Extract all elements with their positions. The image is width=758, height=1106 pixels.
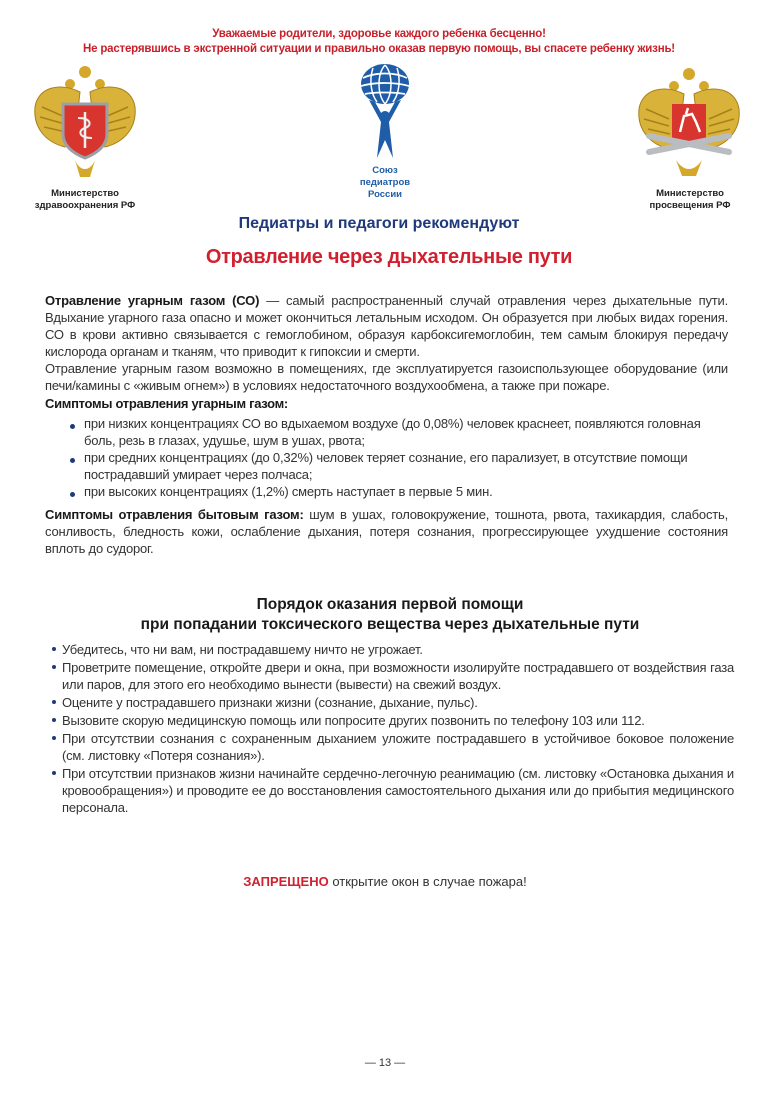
pediatricians-union-logo: [355, 62, 415, 166]
gas-symptoms-paragraph: [45, 506, 728, 557]
bullet-icon: [52, 718, 56, 722]
bullet-icon: [52, 700, 56, 704]
caption-line: России: [367, 189, 403, 200]
caption-line: педиатров: [359, 177, 411, 188]
intro-text: — самый распространенный случай отравления через дыхательные пути. Вдыхание угарного газа опасно и может окончиться летальным исходом. Он образуется при любых видах горения. СО в крови активно связывается с гемоглобином, образуя карбоксигемоглобин, тем самым блокируя передачу кислорода органам и тканям, что приводит к гипоксии и смерти.: [45, 293, 729, 359]
bullet-icon: [52, 647, 56, 651]
bullet-icon: [52, 665, 56, 669]
caption-line: Министерство: [656, 188, 724, 199]
page-title: Отравление через дыхательные пути: [205, 246, 573, 268]
ministry-education-caption: [628, 188, 752, 212]
subtitle: Педиатры и педагоги рекомендуют: [238, 215, 520, 232]
list-item: при высоких концентрациях (1,2%) смерть наступает в первые 5 мин.: [70, 483, 710, 500]
ministry-health-caption: [25, 188, 145, 212]
fire-warning: [0, 874, 758, 889]
bullet-icon: [70, 458, 75, 463]
first-aid-steps: [50, 641, 734, 817]
caption-line: просвещения РФ: [649, 200, 731, 211]
globe-person-emblem-icon: [355, 62, 415, 166]
page-number: — 13 —: [364, 1057, 406, 1069]
first-aid-title-line-2: при попадании токсического вещества через дыхательные пути: [140, 616, 640, 633]
co-symptoms-list: [70, 415, 710, 500]
intro-paragraph-2: Отравление угарным газом возможно в помещениях, где эксплуатируется газоиспользующее оборудование (или печи/камины с «живым огнем») в условиях недостаточного воздухообмена, а также при пожаре.: [45, 361, 728, 393]
bullet-icon: [52, 771, 56, 775]
header-line-1: Уважаемые родители, здоровье каждого ребенка бесценно!: [212, 28, 546, 40]
co-symptoms-heading: Симптомы отравления угарным газом:: [45, 396, 288, 411]
gas-symptoms-heading: Симптомы отравления бытовым газом:: [45, 507, 304, 522]
caption-line: здравоохранения РФ: [34, 200, 136, 211]
intro-paragraph: [45, 292, 728, 360]
list-item: Проветрите помещение, откройте двери и окна, при возможности изолируйте пострадавшего от воздействия газа или паров, для этого его необходимо вынести (вывести) на свежий воздух.: [50, 659, 734, 693]
bullet-icon: [52, 736, 56, 740]
list-item: Оцените у пострадавшего признаки жизни (сознание, дыхание, пульс).: [50, 694, 734, 711]
ministry-health-logo: [30, 62, 140, 182]
list-item: При отсутствии сознания с сохраненным дыханием уложите пострадавшего в устойчивое боковое положение (см. листовку «Потеря сознания»).: [50, 730, 734, 764]
list-item: при низких концентрациях СО во вдыхаемом воздухе (до 0,08%) человек краснеет, появляются головная боль, резь в глазах, удушье, шум в ушах, рвота;: [70, 415, 710, 449]
pediatricians-union-caption: [345, 165, 425, 201]
gas-symptoms-text: шум в ушах, головокружение, тошнота, рвота, тахикардия, слабость, сонливость, бледность кожи, ослабление дыхания, потеря сознания, прогрессирующее ухудшение состояния вплоть до судорог.: [45, 507, 728, 556]
bullet-icon: [70, 492, 75, 497]
list-item: При отсутствии признаков жизни начинайте сердечно-легочную реанимацию (см. листовку «Остановка дыхания и кровообращения») и проводите ее до восстановления самостоятельного дыхания или до прибытия медицинского персонала.: [50, 765, 734, 816]
header-line-2: Не растерявшись в экстренной ситуации и правильно оказав первую помощь, вы спасете ребенку жизнь!: [83, 43, 675, 55]
prohibited-label: ЗАПРЕЩЕНО: [243, 874, 329, 889]
intro-term: Отравление угарным газом (СО): [45, 293, 260, 308]
double-headed-eagle-health-emblem-icon: [30, 62, 140, 182]
list-item: Вызовите скорую медицинскую помощь или попросите других позвонить по телефону 103 или 112.: [50, 712, 734, 729]
caption-line: Министерство: [51, 188, 119, 199]
bullet-icon: [70, 424, 75, 429]
double-headed-eagle-education-emblem-icon: [634, 64, 744, 182]
list-item: Убедитесь, что ни вам, ни пострадавшему ничто не угрожает.: [50, 641, 734, 658]
list-item: при средних концентрациях (до 0,32%) человек теряет сознание, его парализует, в отсутствие помощи пострадавший умирает через полчаса;: [70, 449, 710, 483]
caption-line: Союз: [372, 165, 398, 176]
ministry-education-logo: [634, 64, 744, 182]
warning-text: открытие окон в случае пожара!: [328, 874, 527, 889]
first-aid-title-line-1: Порядок оказания первой помощи: [256, 596, 524, 613]
